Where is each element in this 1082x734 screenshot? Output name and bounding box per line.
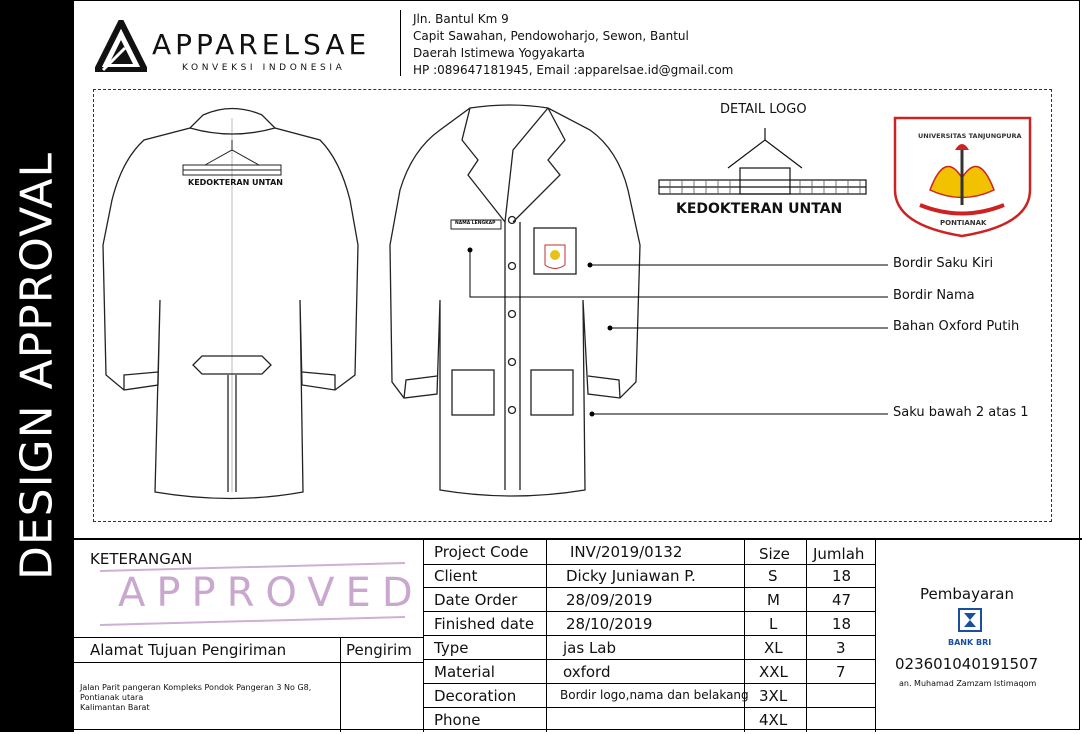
phone-label: Phone xyxy=(434,711,481,729)
address-line-2: Capit Sawahan, Pendowoharjo, Sewon, Bantul xyxy=(413,29,689,43)
sidebar-title: DESIGN APPROVAL xyxy=(11,151,63,581)
divider xyxy=(423,635,875,636)
divider xyxy=(423,540,424,732)
size-3xl: 3XL xyxy=(759,687,788,705)
type-label: Type xyxy=(434,639,469,657)
shipping-address-line-2: Pontianak utara xyxy=(80,693,144,702)
type-value: jas Lab xyxy=(563,639,617,657)
divider xyxy=(546,540,547,732)
brand-tagline: KONVEKSI INDONESIA xyxy=(182,63,346,73)
finished-date-label: Finished date xyxy=(434,615,535,633)
size-4xl: 4XL xyxy=(759,711,788,729)
divider xyxy=(423,611,875,612)
address-line-1: Jln. Bantul Km 9 xyxy=(413,12,509,26)
qty-xxl: 7 xyxy=(836,663,846,681)
seal-text-bottom: PONTIANAK xyxy=(940,219,987,227)
callout-bordir-nama: Bordir Nama xyxy=(893,288,975,303)
approved-stamp: APPROVED xyxy=(118,570,424,616)
callout-bahan: Bahan Oxford Putih xyxy=(893,319,1020,334)
sender-label: Pengirim xyxy=(346,641,412,659)
divider xyxy=(74,662,423,663)
divider xyxy=(744,540,745,732)
payment-label: Pembayaran xyxy=(920,585,1014,603)
size-m: M xyxy=(767,591,780,609)
decoration-label: Decoration xyxy=(434,687,517,705)
detail-logo-caption: KEDOKTERAN UNTAN xyxy=(676,201,843,217)
account-holder: an. Muhamad Zamzam Istimaqom xyxy=(899,679,1037,688)
shipping-address-label: Alamat Tujuan Pengiriman xyxy=(90,641,287,659)
keterangan-label: KETERANGAN xyxy=(90,550,193,568)
date-order-value: 28/09/2019 xyxy=(566,591,653,609)
divider xyxy=(340,637,341,732)
date-order-label: Date Order xyxy=(434,591,518,609)
detail-building-logo-icon xyxy=(659,128,866,194)
brand-name: APPARELSAE xyxy=(152,28,371,61)
divider xyxy=(423,683,875,684)
qty-header: Jumlah xyxy=(813,545,865,563)
divider xyxy=(423,564,875,565)
project-code-value: INV/2019/0132 xyxy=(570,543,683,561)
size-header: Size xyxy=(759,545,790,563)
divider xyxy=(423,659,875,660)
size-l: L xyxy=(769,615,778,633)
qty-xl: 3 xyxy=(836,639,846,657)
back-logo-caption: KEDOKTERAN UNTAN xyxy=(188,178,283,187)
callout-leaders xyxy=(470,250,888,414)
callout-saku: Saku bawah 2 atas 1 xyxy=(893,405,1029,420)
size-xl: XL xyxy=(764,639,783,657)
size-s: S xyxy=(768,567,778,585)
account-number: 023601040191507 xyxy=(895,655,1039,673)
detail-logo-title: DETAIL LOGO xyxy=(720,102,807,117)
pocket-logo-icon xyxy=(545,245,565,269)
name-tag-text: NAMA LENGKAP xyxy=(455,221,496,226)
bank-name: BANK BRI xyxy=(948,638,992,647)
size-xxl: XXL xyxy=(759,663,788,681)
qty-s: 18 xyxy=(832,567,852,585)
callout-bordir-saku-kiri: Bordir Saku Kiri xyxy=(893,256,994,271)
shipping-address-line-1: Jalan Parit pangeran Kompleks Pondok Pangeran 3 No G8, xyxy=(80,683,312,692)
seal-text-top: UNIVERSITAS TANJUNGPURA xyxy=(918,132,1022,140)
qty-m: 47 xyxy=(832,591,852,609)
qty-l: 18 xyxy=(832,615,852,633)
client-label: Client xyxy=(434,567,478,585)
divider xyxy=(423,587,875,588)
coat-back-view xyxy=(103,109,358,499)
material-value: oxford xyxy=(563,663,611,681)
divider xyxy=(74,637,423,638)
client-value: Dicky Juniawan P. xyxy=(566,567,696,585)
decoration-value: Bordir logo,nama dan belakang xyxy=(560,688,749,702)
shipping-address-line-3: Kalimantan Barat xyxy=(80,703,150,712)
project-code-label: Project Code xyxy=(434,543,529,561)
material-label: Material xyxy=(434,663,495,681)
coat-front-view xyxy=(390,105,640,496)
address-line-4: HP :089647181945, Email :apparelsae.id@gmail.com xyxy=(413,63,734,77)
divider xyxy=(806,540,807,732)
divider xyxy=(875,540,876,732)
address-line-3: Daerah Istimewa Yogyakarta xyxy=(413,46,585,60)
finished-date-value: 28/10/2019 xyxy=(566,615,653,633)
divider xyxy=(423,707,875,708)
bank-logo-icon xyxy=(958,608,982,632)
